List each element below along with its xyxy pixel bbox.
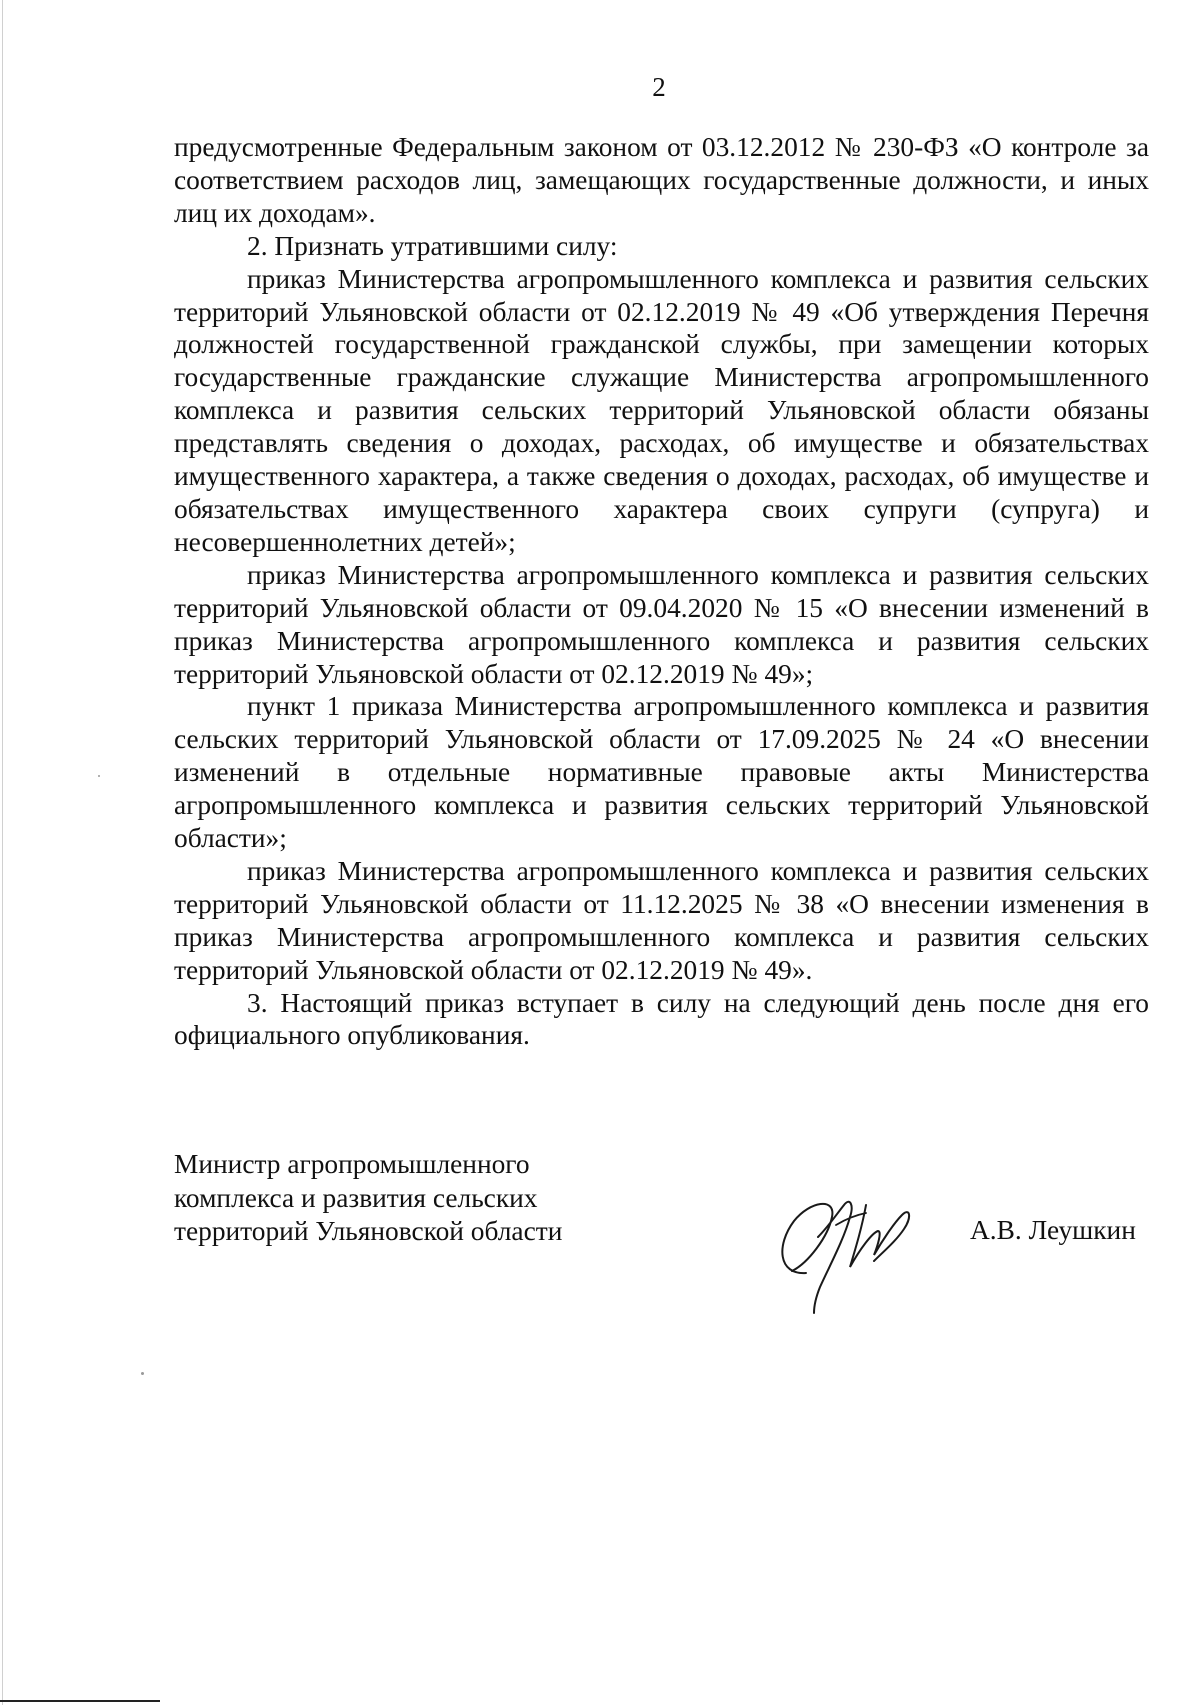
paragraph-item-2: 2. Признать утратившими силу: (247, 230, 618, 261)
signer-position-line: территорий Ульяновской области (174, 1216, 563, 1246)
scan-speck (98, 775, 100, 777)
signer-position (174, 1148, 562, 1249)
signer-position-line: Министр агропромышленного (174, 1149, 530, 1179)
paragraph-repealed-order-15: приказ Министерства агропромышленного комплекса и развития сельских территорий Ульяновской области от 09.04.2020 № 15 «О внесении изменений в приказ Министерства агропромышленного комплекса и развития сельских территорий Ульяновской области от 02.12.2019 № 49»; (174, 559, 1149, 689)
handwritten-signature (770, 1175, 950, 1325)
paragraph-repealed-order-24: пункт 1 приказа Министерства агропромышленного комплекса и развития сельских территорий Ульяновской области от 17.09.2025 № 24 «О внесении изменений в отдельные нормативные правовые акты Министерства агропромышленного комплекса и развития сельских территорий Ульяновской области»; (174, 691, 1149, 854)
scan-speck (141, 1372, 144, 1375)
paragraph-item-3: 3. Настоящий приказ вступает в силу на следующий день после дня его официального опубликования. (174, 987, 1149, 1051)
document-body (174, 131, 1149, 1052)
signer-position-line: комплекса и развития сельских (174, 1182, 538, 1213)
paragraph-repealed-order-38: приказ Министерства агропромышленного комплекса и развития сельских территорий Ульяновской области от 11.12.2025 № 38 «О внесении изменения в приказ Министерства агропромышленного комплекса и развития сельских территорий Ульяновской области от 02.12.2019 № 49». (174, 855, 1149, 985)
page-number: 2 (652, 72, 666, 102)
paragraph-repealed-order-49: приказ Министерства агропромышленного комплекса и развития сельских территорий Ульяновской области от 02.12.2019 № 49 «Об утверждения Перечня должностей государственной гражданской службы, при замещении которых государственные гражданские служащие Министерства агропромышленного комплекса и развития сельских территорий Ульяновской области обязаны представлять сведения о доходах, расходах, об имуществе и обязательствах имущественного характера, а также сведения о доходах, расходах, об имуществе и обязательствах имущественного характера своих супруги (супруга) и несовершеннолетних детей»; (174, 263, 1149, 557)
signer-name: А.В. Леушкин (970, 1215, 1136, 1245)
scan-edge-line (2, 0, 3, 1705)
scan-edge-line (0, 1700, 160, 1702)
paragraph-continuation: предусмотренные Федеральным законом от 03.12.2012 № 230-ФЗ «О контроле за соответствием расходов лиц, замещающих государственные должности, и иных лиц их доходам». (174, 132, 1149, 228)
